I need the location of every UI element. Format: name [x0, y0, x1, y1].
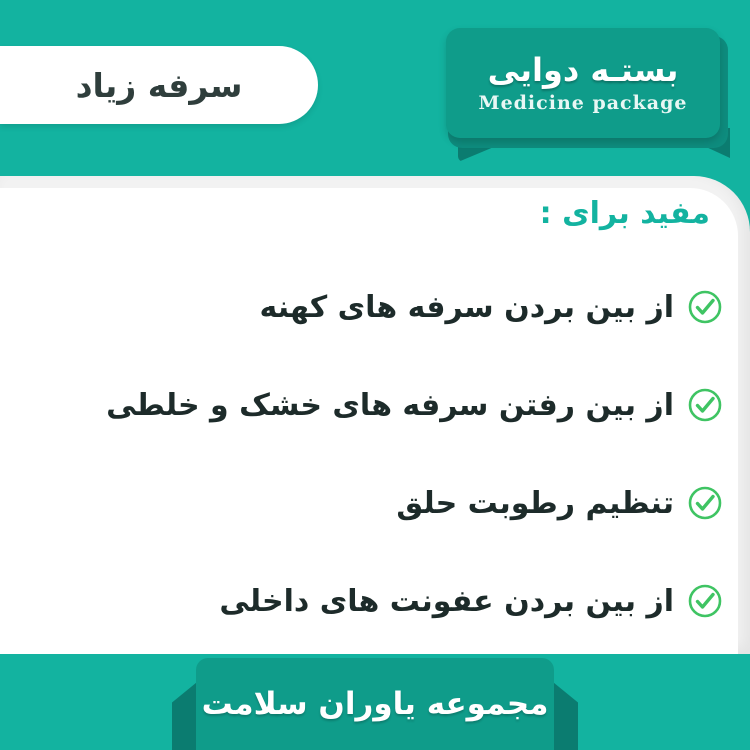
- footer-banner: [0, 654, 750, 750]
- title-tag-label: سرفه زیاد: [75, 65, 243, 105]
- check-icon: [688, 584, 722, 618]
- check-icon: [688, 388, 722, 422]
- list-item: [42, 356, 722, 454]
- benefit-list: [42, 258, 722, 650]
- brand-name: مجموعه یاوران سلامت: [201, 686, 549, 722]
- ribbon-body: [446, 28, 720, 138]
- ribbon-title-en: Medicine package: [478, 92, 688, 115]
- title-tag: [0, 46, 318, 124]
- benefit-text: از بین بردن سرفه های کهنه: [259, 289, 674, 325]
- ribbon-title-fa: بستـه دوایی: [487, 50, 679, 89]
- section-heading: مفید برای :: [539, 196, 710, 231]
- list-item: [42, 552, 722, 650]
- check-icon: [688, 290, 722, 324]
- benefit-text: تنظیم رطوبت حلق: [396, 485, 674, 521]
- ribbon-badge: [446, 28, 734, 146]
- benefit-text: از بین بردن عفونت های داخلی: [219, 583, 674, 619]
- footer-band: [196, 658, 554, 750]
- list-item: [42, 454, 722, 552]
- list-item: [42, 258, 722, 356]
- benefit-text: از بین رفتن سرفه های خشک و خلطی: [106, 387, 674, 423]
- check-icon: [688, 486, 722, 520]
